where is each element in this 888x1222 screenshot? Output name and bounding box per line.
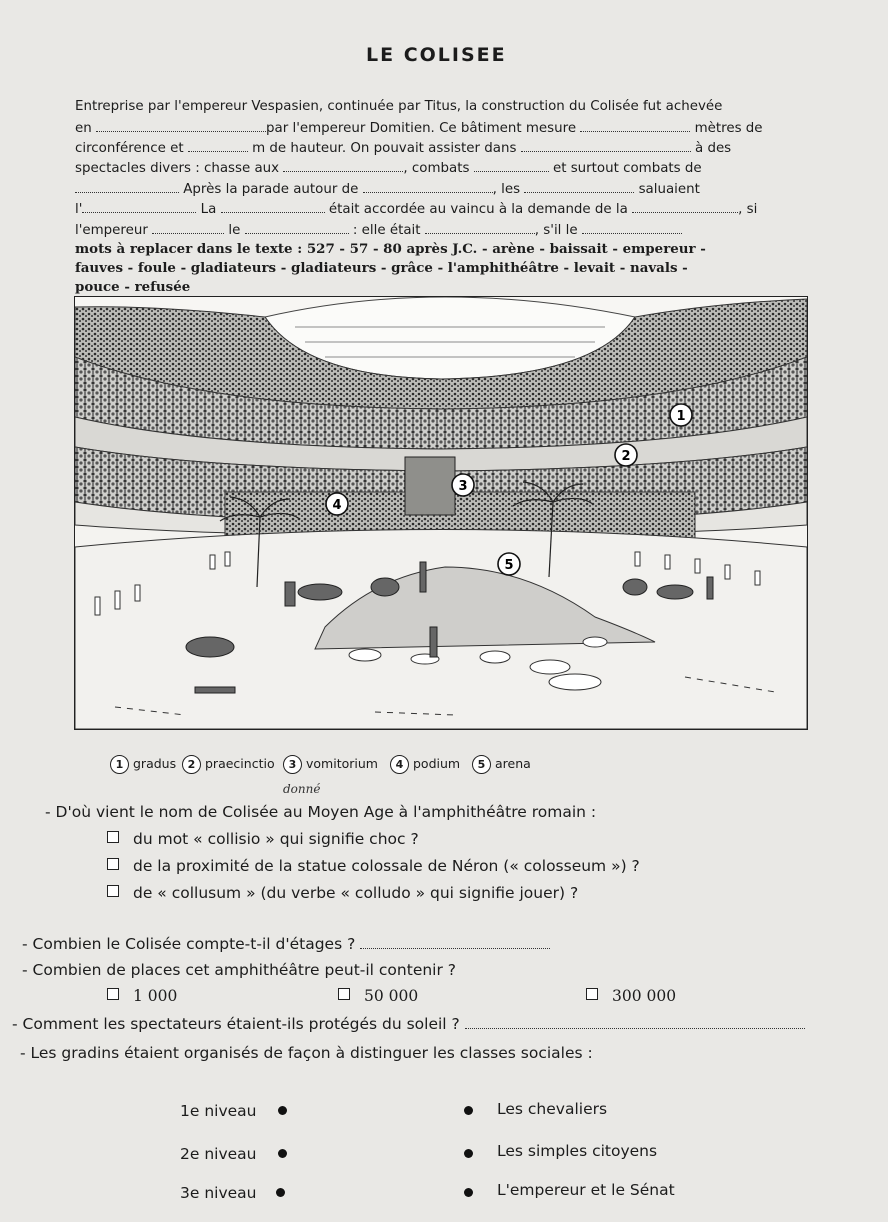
level-2-connector-dot[interactable] [278, 1149, 287, 1158]
answer-blank[interactable] [360, 937, 550, 949]
question-floors: - Combien le Colisée compte-t-il d'étages ? [22, 935, 550, 953]
blank[interactable] [474, 160, 549, 172]
checkbox[interactable] [586, 988, 598, 1000]
colosseum-drawing [75, 297, 807, 729]
text-line-4: spectacles divers : chasse aux , combats et surtout combats de [75, 161, 702, 176]
blank[interactable] [580, 120, 690, 132]
handwritten-note: donné [283, 782, 321, 796]
level-3-label: 3e niveau [180, 1184, 257, 1202]
level-1-connector-dot[interactable] [278, 1106, 287, 1115]
legend-item-2: 2 praecinctio [182, 755, 275, 774]
checkbox[interactable] [107, 988, 119, 1000]
answer-blank[interactable] [465, 1017, 805, 1029]
blank[interactable] [188, 140, 248, 152]
legend-item-1: 1 gradus [110, 755, 176, 774]
question-sun-protection: - Comment les spectateurs étaient-ils protégés du soleil ? [12, 1015, 805, 1033]
class-chevaliers: Les chevaliers [497, 1100, 608, 1118]
blank[interactable] [283, 160, 403, 172]
legend-item-5: 5 arena [472, 755, 531, 774]
blank[interactable] [75, 181, 179, 193]
option-50000[interactable]: 50 000 [338, 987, 418, 1005]
question-capacity: - Combien de places cet amphithéâtre peut-il contenir ? [22, 961, 457, 979]
blank[interactable] [152, 222, 224, 234]
blank[interactable] [632, 201, 738, 213]
text-line-2: en par l'empereur Domitien. Ce bâtiment mesure mètres de [75, 121, 763, 136]
level-3-connector-dot[interactable] [276, 1188, 285, 1197]
svg-text:3: 3 [458, 479, 468, 494]
figure-marker-4 [326, 493, 348, 515]
blank[interactable] [96, 120, 266, 132]
blank[interactable] [582, 222, 682, 234]
figure-marker-1 [670, 404, 692, 426]
text-line-7: l'empereur le : elle était , s'il le [75, 222, 682, 238]
class-1-connector-dot[interactable] [464, 1106, 473, 1115]
text-line-3: circonférence et m de hauteur. On pouvait assister dans à des [75, 141, 732, 156]
figure-marker-2 [615, 444, 637, 466]
blank[interactable] [524, 181, 634, 193]
level-1-label: 1e niveau [180, 1102, 257, 1120]
checkbox[interactable] [107, 885, 119, 897]
figure-marker-5 [498, 553, 520, 575]
text-line-6: l' La était accordée au vaincu à la demande de la , si [75, 202, 758, 217]
svg-text:2: 2 [621, 449, 631, 464]
option-1000[interactable]: 1 000 [107, 987, 177, 1005]
question-origin-name: - D'où vient le nom de Colisée au Moyen Age à l'amphithéâtre romain : [45, 803, 597, 821]
svg-text:5: 5 [504, 558, 514, 573]
legend-item-4: 4 podium [390, 755, 460, 774]
checkbox[interactable] [107, 858, 119, 870]
class-3-connector-dot[interactable] [464, 1188, 473, 1197]
class-empereur-senat: L'empereur et le Sénat [497, 1181, 675, 1199]
word-bank-line-3: pouce - refusée [75, 279, 191, 295]
legend-item-3: 3 vomitorium [283, 755, 378, 774]
option-collisio[interactable]: du mot « collisio » qui signifie choc ? [107, 830, 419, 848]
colosseum-illustration [74, 296, 808, 730]
blank[interactable] [521, 140, 691, 152]
checkbox[interactable] [338, 988, 350, 1000]
blank[interactable] [82, 201, 196, 213]
text-line-1: Entreprise par l'empereur Vespasien, continuée par Titus, la construction du Colisée fut achevée [75, 99, 723, 114]
blank[interactable] [221, 201, 325, 213]
figure-marker-3 [452, 474, 474, 496]
option-collusum[interactable]: de « collusum » (du verbe « colludo » qui signifie jouer) ? [107, 884, 578, 902]
question-social-classes: - Les gradins étaient organisés de façon à distinguer les classes sociales : [20, 1044, 593, 1062]
option-300000[interactable]: 300 000 [586, 987, 676, 1005]
word-bank-line-1: mots à replacer dans le texte : 527 - 57 - 80 après J.C. - arène - baissait - empereur - [75, 241, 706, 257]
blank[interactable] [363, 181, 493, 193]
text-line-5: Après la parade autour de , les saluaient [75, 181, 700, 197]
page-title: LE COLISEE [366, 44, 507, 66]
option-colosseum[interactable]: de la proximité de la statue colossale de Néron (« colosseum ») ? [107, 857, 640, 875]
svg-text:1: 1 [676, 409, 686, 424]
checkbox[interactable] [107, 831, 119, 843]
svg-text:4: 4 [332, 498, 342, 513]
word-bank-line-2: fauves - foule - gladiateurs - gladiateurs - grâce - l'amphithéâtre - levait - navals - [75, 260, 688, 276]
blank[interactable] [425, 222, 535, 234]
class-citoyens: Les simples citoyens [497, 1142, 658, 1160]
blank[interactable] [245, 222, 349, 234]
class-2-connector-dot[interactable] [464, 1149, 473, 1158]
level-2-label: 2e niveau [180, 1145, 257, 1163]
